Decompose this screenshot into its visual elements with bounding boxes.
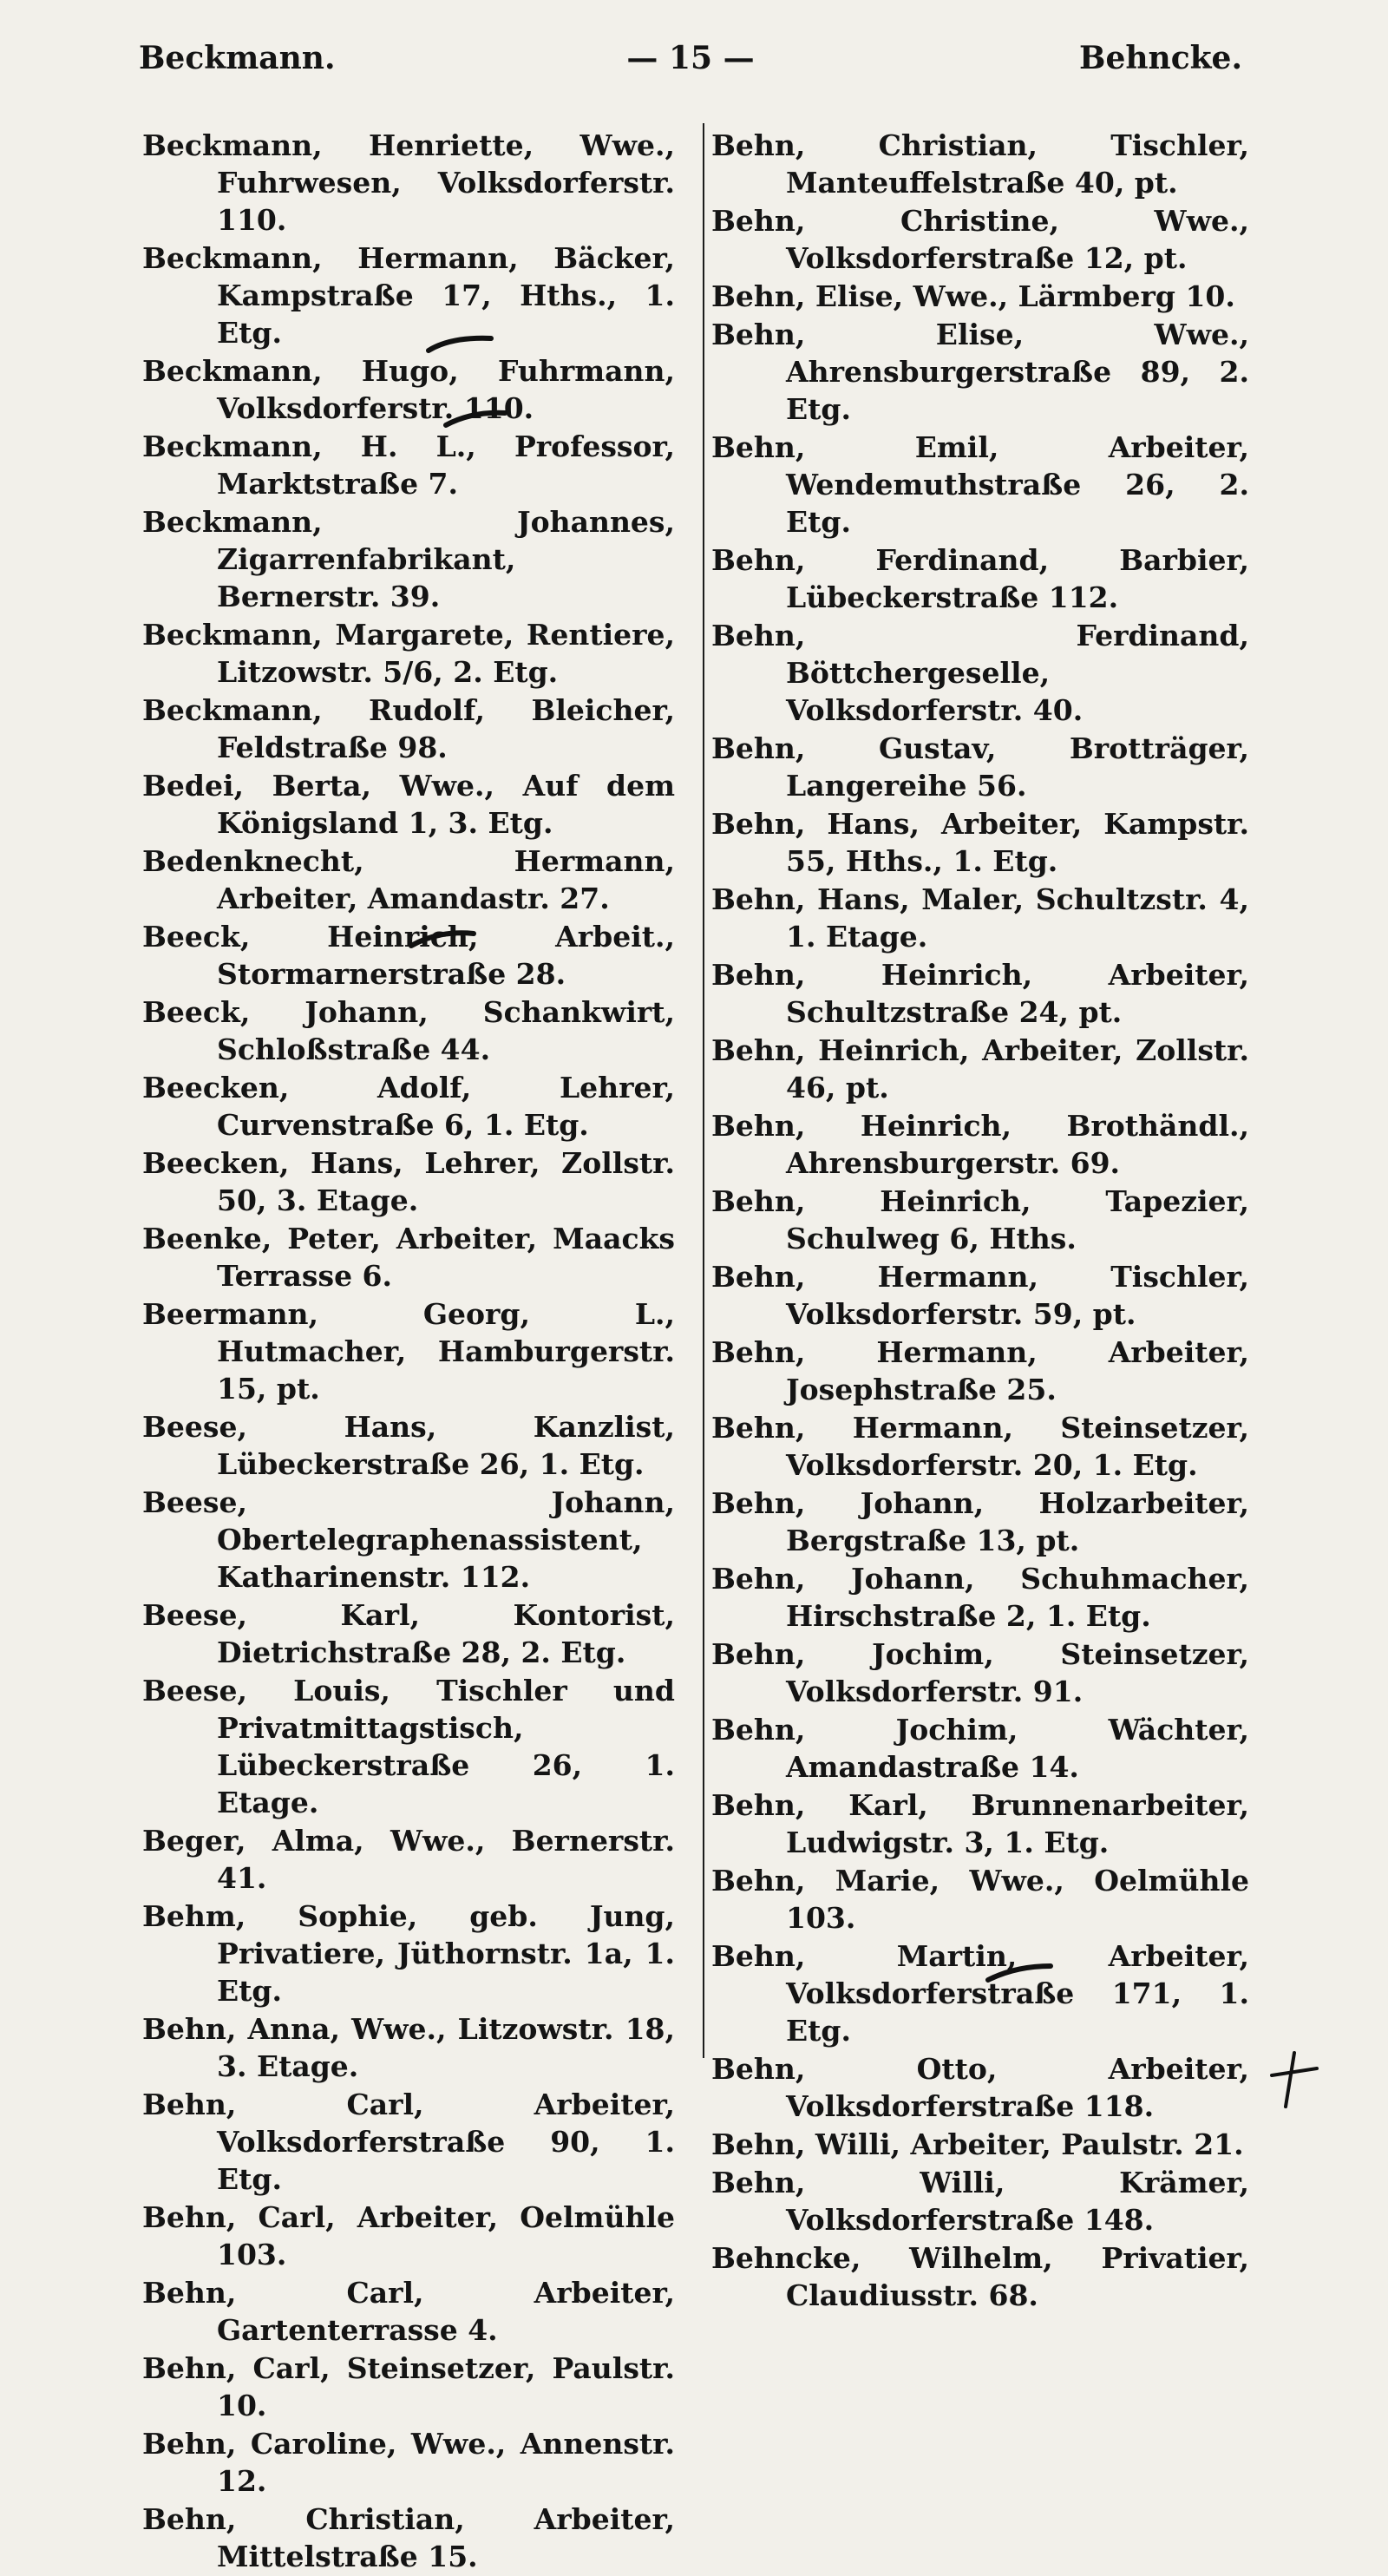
directory-entry: Behn, Karl, Brunnenarbeiter, Ludwigstr. 3, 1. Etg.	[711, 1788, 1249, 1859]
directory-entry: Behn, Carl, Arbeiter, Oelmühle 103.	[142, 2200, 675, 2271]
directory-entry: Behn, Jochim, Wächter, Amandastraße 14.	[711, 1713, 1249, 1784]
pen-stroke-mark	[408, 928, 477, 949]
directory-entry: Beckmann, Henriette, Wwe., Fuhrwesen, Volksdorferstr. 110.	[142, 128, 675, 237]
directory-entry: Beenke, Peter, Arbeiter, Maacks Terrasse 6.	[142, 1222, 675, 1293]
page-header	[139, 35, 1242, 87]
directory-entry: Behn, Ferdinand, Böttchergeselle, Volksdorferstr. 40.	[711, 619, 1249, 727]
directory-entry: Behn, Heinrich, Brothändl., Ahrensburgerstr. 69.	[711, 1109, 1249, 1180]
directory-entry: Beeck, Heinrich, Arbeit., Stormarnerstraße 28.	[142, 920, 675, 991]
directory-entry: Behn, Christian, Tischler, Manteuffelstraße 40, pt.	[711, 128, 1249, 200]
directory-entry: Behn, Caroline, Wwe., Annenstr. 12.	[142, 2427, 675, 2498]
page-number: — 15 —	[626, 40, 755, 76]
directory-entry: Beecken, Adolf, Lehrer, Curvenstraße 6, 1. Etg.	[142, 1071, 675, 1142]
directory-entry: Beese, Karl, Kontorist, Dietrichstraße 28, 2. Etg.	[142, 1598, 675, 1669]
pen-stroke-mark	[442, 408, 512, 429]
handwritten-cross-mark	[1268, 2049, 1320, 2110]
directory-entry: Bedenknecht, Hermann, Arbeiter, Amandastr. 27.	[142, 844, 675, 915]
right-column	[711, 127, 1249, 2315]
directory-entry: Behn, Hans, Maler, Schultzstr. 4, 1. Etage.	[711, 882, 1249, 954]
directory-entry: Beese, Johann, Obertelegraphenassistent, Katharinenstr. 112.	[142, 1485, 675, 1594]
directory-entry: Behn, Johann, Schuhmacher, Hirschstraße 2, 1. Etg.	[711, 1562, 1249, 1633]
directory-entry: Beese, Hans, Kanzlist, Lübeckerstraße 26, 1. Etg.	[142, 1410, 675, 1481]
directory-entry: Beckmann, Rudolf, Bleicher, Feldstraße 98.	[142, 693, 675, 764]
directory-entry: Beckmann, Hugo, Fuhrmann, Volksdorferstr. 110.	[142, 354, 675, 425]
directory-entry: Behn, Carl, Steinsetzer, Paulstr. 10.	[142, 2351, 675, 2422]
left-column	[142, 127, 675, 2576]
directory-entry: Behm, Sophie, geb. Jung, Privatiere, Jüthornstr. 1a, 1. Etg.	[142, 1899, 675, 2008]
directory-entry: Behn, Ferdinand, Barbier, Lübeckerstraße 112.	[711, 543, 1249, 614]
directory-entry: Behn, Hermann, Arbeiter, Josephstraße 25.	[711, 1335, 1249, 1406]
directory-entry: Beckmann, H. L., Professor, Marktstraße 7.	[142, 429, 675, 501]
header-right-keyword: Behncke.	[1079, 40, 1242, 76]
header-left-keyword: Beckmann.	[139, 40, 336, 76]
directory-entry: Beecken, Hans, Lehrer, Zollstr. 50, 3. Etage.	[142, 1146, 675, 1217]
pen-stroke-mark	[425, 335, 494, 356]
directory-entry: Beese, Louis, Tischler und Privatmittagstisch, Lübeckerstraße 26, 1. Etage.	[142, 1674, 675, 1819]
directory-entry: Behn, Elise, Wwe., Ahrensburgerstraße 89, 2. Etg.	[711, 318, 1249, 426]
directory-entry: Behn, Carl, Arbeiter, Volksdorferstraße 90, 1. Etg.	[142, 2088, 675, 2196]
directory-entry: Behn, Elise, Wwe., Lärmberg 10.	[711, 279, 1235, 313]
directory-entry: Behn, Martin, Arbeiter, Volksdorferstraße 171, 1. Etg.	[711, 1939, 1249, 2048]
directory-entry: Beeck, Johann, Schankwirt, Schloßstraße 44.	[142, 995, 675, 1066]
directory-entry: Beckmann, Margarete, Rentiere, Litzowstr. 5/6, 2. Etg.	[142, 618, 675, 689]
directory-entry: Beckmann, Johannes, Zigarrenfabrikant, Bernerstr. 39.	[142, 505, 675, 613]
directory-entry: Behn, Jochim, Steinsetzer, Volksdorferstr. 91.	[711, 1637, 1249, 1708]
directory-entry: Behn, Carl, Arbeiter, Gartenterrasse 4.	[142, 2276, 675, 2347]
directory-entry: Behn, Willi, Krämer, Volksdorferstraße 148.	[711, 2166, 1249, 2237]
column-divider	[703, 123, 704, 2058]
directory-entry: Behn, Christian, Arbeiter, Mittelstraße 15.	[142, 2502, 675, 2573]
directory-entry: Behn, Anna, Wwe., Litzowstr. 18, 3. Etage.	[142, 2012, 675, 2083]
directory-entry: Behn, Heinrich, Arbeiter, Schultzstraße 24, pt.	[711, 958, 1249, 1029]
directory-entry: Behn, Emil, Arbeiter, Wendemuthstraße 26, 2. Etg.	[711, 430, 1249, 539]
directory-entry: Behn, Heinrich, Tapezier, Schulweg 6, Hths.	[711, 1184, 1249, 1255]
directory-entry: Beckmann, Hermann, Bäcker, Kampstraße 17, Hths., 1. Etg.	[142, 241, 675, 350]
directory-entry: Behn, Heinrich, Arbeiter, Zollstr. 46, pt.	[711, 1033, 1249, 1104]
directory-entry: Behn, Johann, Holzarbeiter, Bergstraße 13, pt.	[711, 1486, 1249, 1557]
directory-entry: Behncke, Wilhelm, Privatier, Claudiusstr. 68.	[711, 2241, 1249, 2312]
directory-entry: Behn, Hermann, Tischler, Volksdorferstr. 59, pt.	[711, 1260, 1249, 1331]
pen-stroke-mark	[985, 1963, 1054, 1983]
directory-entry: Behn, Christine, Wwe., Volksdorferstraße 12, pt.	[711, 204, 1249, 275]
directory-entry: Behn, Marie, Wwe., Oelmühle 103.	[711, 1864, 1249, 1935]
directory-entry: Behn, Willi, Arbeiter, Paulstr. 21.	[711, 2127, 1244, 2161]
directory-entry: Behn, Hans, Arbeiter, Kampstr. 55, Hths., 1. Etg.	[711, 807, 1249, 878]
directory-entry: Beger, Alma, Wwe., Bernerstr. 41.	[142, 1824, 675, 1895]
directory-entry: Bedei, Berta, Wwe., Auf dem Königsland 1, 3. Etg.	[142, 769, 675, 840]
directory-entry: Behn, Gustav, Brotträger, Langereihe 56.	[711, 731, 1249, 803]
directory-entry: Behn, Otto, Arbeiter, Volksdorferstraße 118.	[711, 2052, 1249, 2123]
directory-entry: Beermann, Georg, L., Hutmacher, Hamburgerstr. 15, pt.	[142, 1297, 675, 1406]
directory-entry: Behn, Hermann, Steinsetzer, Volksdorferstr. 20, 1. Etg.	[711, 1411, 1249, 1482]
